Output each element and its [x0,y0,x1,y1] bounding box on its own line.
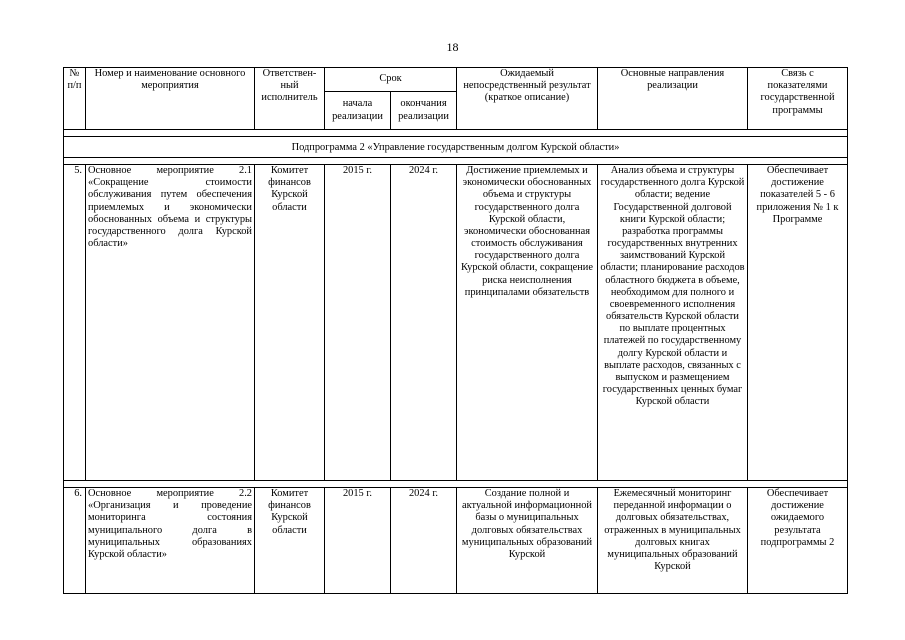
subprogram-title: Подпрограмма 2 «Управление государственным долгом Курской области» [64,137,848,158]
end-year: 2024 г. [391,165,457,481]
header-responsible: Ответствен-ный исполнитель [255,68,325,130]
row-gap [64,158,848,165]
measure-name: Основное мероприятие 2.2 «Организация и проведение мониторинга состояния муниципального долга в муниципальных образованиях Курской области» [86,488,255,594]
start-year: 2015 г. [325,165,391,481]
header-start: начала реализации [325,92,391,130]
indicator-link: Обеспечивает достижение ожидаемого результата подпрограммы 2 [748,488,848,594]
expected-result: Создание полной и актуальной информационной базы о муниципальных долговых обязательствах муниципальных образований Курской [457,488,598,594]
expected-result: Достижение приемлемых и экономически обоснованных объема и структуры государственного долга Курской области, экономически обоснованная стоимость обслуживания государственного долга Курской области, сокращение риска неисполнения принципалами обязательств [457,165,598,481]
responsible-executor: Комитет финансов Курской области [255,165,325,481]
header-end: окончания реализации [391,92,457,130]
responsible-executor: Комитет финансов Курской области [255,488,325,594]
row-number: 6. [64,488,86,594]
header-link: Связь с показателями государственной программы [748,68,848,130]
header-term: Срок [325,68,457,92]
header-name: Номер и наименование основного мероприятия [86,68,255,130]
header-directions: Основные направления реализации [598,68,748,130]
row-gap [64,130,848,137]
header-num: № п/п [64,68,86,130]
indicator-link: Обеспечивает достижение показателей 5 - 6 приложения № 1 к Программе [748,165,848,481]
row-number: 5. [64,165,86,481]
table-row [64,165,848,481]
implementation-directions: Анализ объема и структуры государственного долга Курской области; ведение Государственной долговой книги Курской области; разработка программы государственных внутренних заимствований Курской области; планирование расходов областного бюджета в объеме, необходимом для полного и своевременного исполнения обязательств Курской области по выплате процентных платежей по государственному долгу Курской области и выплате расходов, связанных с выпуском и размещением государственных ценных бумаг Курской области [598,165,748,481]
header-result: Ожидаемый непосредственный результат (краткое описание) [457,68,598,130]
start-year: 2015 г. [325,488,391,594]
row-gap [64,481,848,488]
measures-table [63,67,848,594]
page-number: 18 [446,40,459,54]
measure-name: Основное мероприятие 2.1 «Сокращение стоимости обслуживания путем обеспечения приемлемых и экономически обоснованных объема и структуры государственного долга Курской области» [86,165,255,481]
end-year: 2024 г. [391,488,457,594]
table-row [64,488,848,594]
implementation-directions: Ежемесячный мониторинг переданной информации о долговых обязательствах, отраженных в муниципальных долговых книгах муниципальных образований Курской [598,488,748,594]
